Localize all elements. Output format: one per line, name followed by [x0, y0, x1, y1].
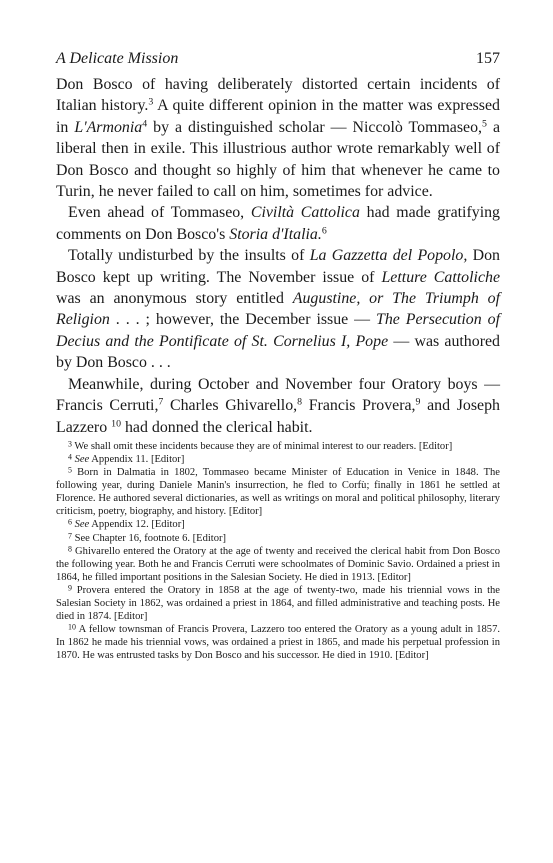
italic-title: Letture Cattoliche — [381, 268, 500, 286]
book-page — [56, 50, 500, 663]
text-run: A quite different opinion in the matter was expressed in — [56, 97, 500, 136]
italic-title: Storia d'Italia. — [229, 225, 322, 243]
footnote-6 — [56, 518, 500, 531]
text-run: had donned the clerical habit. — [120, 418, 313, 436]
footnote-text: Born in Dalmatia in 1802, Tommaseo became Minister of Education in Venice in 1848. The following year, during Daniele Manin's insurrection, he fled to Corfù; finally in 1861 he settled at Florence. He authored several dictionaries, as well as writings on moral and political philosophy, literary criticism, poetry, biography, and history. [Editor] — [56, 467, 500, 518]
italic-title: La Gazzetta del Popolo, — [309, 247, 468, 265]
footnote-ref-9: 9 — [415, 396, 421, 408]
running-title: A Delicate Mission — [56, 50, 179, 67]
footnote-mark: 7 — [68, 531, 72, 541]
footnote-ref-6: 6 — [321, 225, 327, 237]
footnote-see: See — [71, 454, 90, 465]
footnote-mark: 6 — [68, 518, 72, 528]
running-head — [56, 50, 500, 72]
footnote-ref-7: 7 — [158, 396, 164, 408]
footnote-ref-3: 3 — [148, 96, 154, 108]
footnote-10 — [56, 623, 500, 662]
footnote-ref-5: 5 — [482, 118, 487, 130]
text-run: a liberal then in exile. This illustrious author wrote remarkably well of Don Bosco and thought so highly of him that whenever he came to Turin, he never failed to call on him, sometimes for advice. — [56, 118, 500, 201]
footnote-text: Provera entered the Oratory in 1858 at the age of twenty-two, made his triennial vows in the Salesian Society in 1862, was ordained a priest in 1864, and filled administrative and teaching posts. He died in 1874. [Editor] — [56, 584, 500, 623]
italic-title: The Persecution of Decius and the Pontificate of St. Cornelius I, Pope — [56, 311, 500, 350]
footnote-text: Ghivarello entered the Oratory at the age of twenty and received the clerical habit from Don Bosco the following year. Both he and Francis Cerruti were schoolmates of Dominic Savio. Ordained a priest in 1864, he filled important positions in the Salesian Society. He died in 1913. [Editor] — [56, 545, 500, 583]
text-run: and Joseph Lazzero — [56, 397, 500, 436]
text-run: by a distinguished scholar — Niccolò Tommaseo, — [147, 118, 483, 136]
body-text — [56, 74, 500, 438]
footnote-mark: 10 — [68, 622, 76, 632]
footnote-ref-4: 4 — [142, 118, 148, 130]
footnote-mark: 3 — [68, 439, 72, 449]
footnote-text: See Chapter 16, footnote 6. [Editor] — [71, 532, 227, 544]
footnote-ref-10: 10 — [111, 418, 121, 430]
footnote-9 — [56, 584, 500, 623]
italic-title: Civiltà Cattolica — [250, 204, 360, 222]
text-run: Totally undisturbed by the insults of — [68, 247, 310, 265]
footnote-8 — [56, 545, 500, 584]
footnote-mark: 4 — [68, 452, 72, 462]
paragraph-2 — [56, 202, 500, 245]
footnote-text: Appendix 11. [Editor] — [89, 454, 185, 465]
italic-title: L'Armonia — [74, 118, 143, 136]
text-run: had made gratifying comments on Don Bosco's — [56, 204, 500, 243]
text-run: Even ahead of Tommaseo, — [68, 204, 251, 222]
footnote-mark: 5 — [68, 465, 72, 475]
text-run: Don Bosco of having deliberately distorted certain incidents of Italian history. — [56, 76, 500, 115]
footnote-5 — [56, 466, 500, 518]
text-run: Francis Provera, — [302, 397, 416, 415]
italic-title: Augustine, or The Triumph of Religion — [56, 290, 500, 329]
footnote-4 — [56, 453, 500, 466]
text-run: was an anonymous story entitled — [56, 290, 293, 308]
page-number: 157 — [476, 50, 500, 67]
text-run: Charles Ghivarello, — [163, 397, 298, 415]
footnote-mark: 8 — [68, 544, 72, 554]
text-run: . . . ; however, the December issue — — [109, 311, 377, 329]
footnote-text: A fellow townsman of Francis Provera, Lazzero too entered the Oratory as a young adult in 1857. In 1862 he made his triennial vows, was ordained a priest in 1865, and made his perpetual profession in 1870. He was entrusted tasks by Don Bosco and his successor. He died in 1910. [Editor] — [56, 624, 500, 662]
footnote-text: We shall omit these incidents because they are of minimal interest to our readers. [Editor] — [71, 440, 453, 452]
footnote-mark: 9 — [68, 583, 72, 593]
text-run: Don Bosco kept up writing. The November issue of — [56, 247, 501, 286]
text-run: — was authored by Don Bosco . . . — [56, 332, 500, 372]
paragraph-4 — [56, 374, 500, 438]
footnote-3 — [56, 440, 500, 453]
footnote-7 — [56, 532, 500, 545]
footnotes — [56, 440, 500, 663]
paragraph-3 — [56, 245, 500, 373]
text-run: Meanwhile, during October and November four Oratory boys — Francis Cerruti, — [56, 375, 500, 415]
footnote-see: See — [71, 519, 90, 531]
footnote-text: Appendix 12. [Editor] — [89, 519, 185, 531]
paragraph-1 — [56, 74, 500, 202]
footnote-ref-8: 8 — [297, 396, 303, 408]
